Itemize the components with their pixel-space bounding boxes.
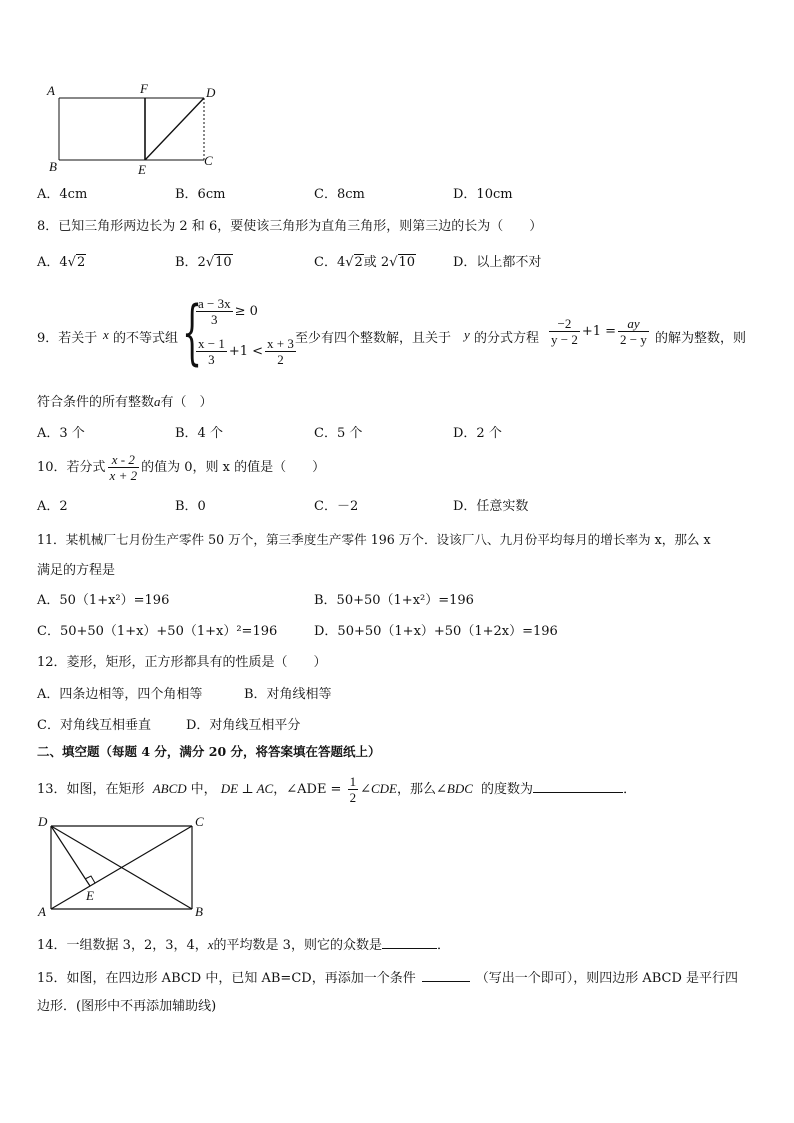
q9-option-b: B．4 个 <box>175 426 223 441</box>
q10-option-c: C．－2 <box>314 499 359 514</box>
label-e: E <box>138 162 146 177</box>
q15-stem-line2: 边形．(图形中不再添加辅助线) <box>37 999 217 1014</box>
q15-answer-blank[interactable] <box>422 967 470 982</box>
label-b: B <box>49 159 57 174</box>
q11-option-c: C．50+50（1+x）+50（1+x）²=196 <box>37 624 278 639</box>
q9-option-a: A．3 个 <box>37 426 85 441</box>
q8-option-a: A．4√2 <box>37 255 86 270</box>
q13-answer-blank[interactable] <box>533 778 623 793</box>
label-c: C <box>204 153 213 168</box>
q10-option-a: A．2 <box>37 499 68 514</box>
figure-rectangle-abcd-fe <box>44 80 234 180</box>
q9-option-c: C．5 个 <box>314 426 363 441</box>
q11-stem-line1: 11．某机械厂七月份生产零件 50 万个，第三季度生产零件 196 万个．设该厂八、九月份平均每月的增长率为 x，那么 x <box>37 532 711 547</box>
q9-option-d: D．2 个 <box>453 426 502 441</box>
q9-stem-line2: 符合条件的所有整数a有（ ） <box>37 394 213 410</box>
q15-stem-line1: 15．如图，在四边形 ABCD 中，已知 AB=CD，再添加一个条件 （写出一个即可），则四边形 ABCD 是平行四 <box>37 967 738 988</box>
figure-rectangle-diagonals <box>34 810 214 922</box>
q7-option-d: D．10cm <box>453 187 513 202</box>
q12-option-b: B．对角线相等 <box>244 687 332 702</box>
label-f: F <box>140 81 148 96</box>
label-a: A <box>47 83 55 98</box>
q12-stem: 12．菱形，矩形，正方形都具有的性质是（ ） <box>37 655 327 670</box>
q14-answer-blank[interactable] <box>382 934 437 949</box>
label-c: C <box>195 814 204 829</box>
q8-option-b: B．2√10 <box>175 255 232 270</box>
label-e: E <box>86 888 94 903</box>
q8-option-c: C．4√2或 2√10 <box>314 255 416 270</box>
q7-option-a: A．4cm <box>37 187 88 202</box>
q9-inequality-system: { $\frac{a - 3x}{3}$ ≥ 0 $\frac{x - 1}{3}$ +1 < $\frac{x + 3}{2}$ <box>182 291 294 373</box>
q11-option-a: A．50（1+x²）=196 <box>37 593 170 608</box>
label-a: A <box>38 904 46 919</box>
q11-stem-line2: 满足的方程是 <box>37 563 116 578</box>
q11-option-d: D．50+50（1+x）+50（1+2x）=196 <box>314 624 558 639</box>
q12-option-a: A．四条边相等，四个角相等 <box>37 687 203 702</box>
q12-option-d: D．对角线互相平分 <box>186 718 301 733</box>
label-d: D <box>38 814 48 829</box>
q7-option-b: B．6cm <box>175 187 226 202</box>
q10-option-d: D．任意实数 <box>453 499 529 514</box>
q12-option-c: C．对角线互相垂直 <box>37 718 151 733</box>
label-d: D <box>206 85 216 100</box>
label-b: B <box>195 904 203 919</box>
q14-stem: 14．一组数据 3，2，3，4，x的平均数是 3，则它的众数是 ． <box>37 934 450 955</box>
q7-option-c: C．8cm <box>314 187 365 202</box>
q10-option-b: B．0 <box>175 499 206 514</box>
q11-option-b: B．50+50（1+x²）=196 <box>314 593 474 608</box>
section-2-title: 二、填空题（每题 4 分，满分 20 分，将答案填在答题纸上） <box>37 744 381 759</box>
q9-stem-line1: 9．若关于 x 的不等式组 { $\frac{a - 3x}{3}$ ≥ 0 $\frac{x - 1}{3}$ +1 < $\frac{x + 3}{2}$ 至少有四个整数解，且关于 y 的分式方程 $\frac{-2}{y - 2}$ +1 = $\frac{ay}{2 - y}$ 的解为整数，则 <box>37 292 777 382</box>
q8-stem: 8．已知三角形两边长为 2 和 6，要使该三角形为直角三角形，则第三边的长为（ ） <box>37 219 543 234</box>
q13-stem: 13．如图，在矩形 ABCD 中， DE ⊥ AC，∠ADE = $\frac{1}{2}$ ∠CDE，那么∠BDC 的度数为 ． <box>37 774 637 805</box>
q10-stem: 10．若分式 $\frac{x - 2}{x + 2}$ 的值为 0，则 x 的值是（ ） <box>37 452 326 483</box>
q8-option-d: D．以上都不对 <box>453 255 542 270</box>
